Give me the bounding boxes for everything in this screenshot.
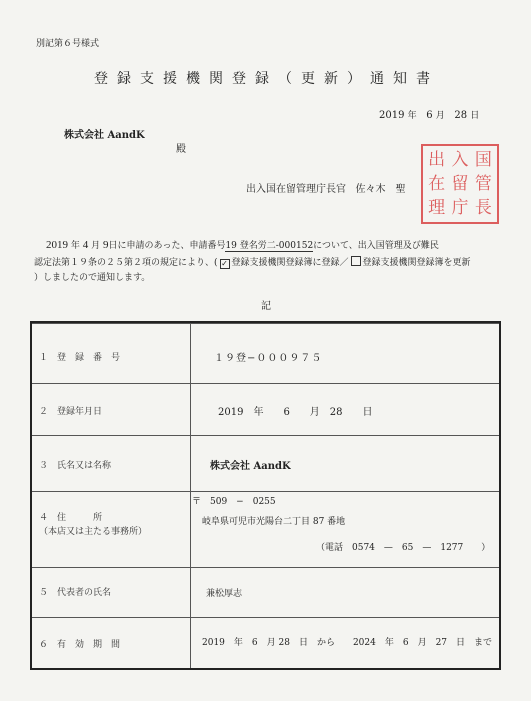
representative-value: 兼松厚志 bbox=[206, 589, 243, 599]
table-row-validity bbox=[32, 617, 499, 671]
form-label: 別記第６号様式 bbox=[36, 39, 100, 49]
issue-date bbox=[379, 108, 479, 121]
body-line-2-prefix: 認定法第１９条の２５第２項の規定により、( bbox=[34, 258, 218, 268]
application-day: 9 bbox=[103, 239, 109, 251]
registration-number-label: １ 登 録 番 号 bbox=[39, 353, 121, 363]
table-row-registration-number bbox=[32, 323, 499, 384]
registration-number-value: １９登−０００９７５ bbox=[214, 353, 323, 364]
official-seal bbox=[421, 144, 499, 224]
register-checkbox bbox=[220, 259, 230, 269]
seal-char: 在 bbox=[428, 174, 446, 194]
seal-char: 管 bbox=[474, 174, 492, 194]
seal-char: 留 bbox=[451, 174, 469, 194]
registration-date-label: ２ 登録年月日 bbox=[39, 407, 103, 417]
table-row-address bbox=[32, 491, 499, 568]
application-month: 4 bbox=[82, 239, 89, 251]
body-text-2: について、出入国管理及び難民 bbox=[313, 241, 439, 251]
details-table bbox=[30, 321, 501, 670]
issuer-line bbox=[246, 180, 406, 195]
issue-year-unit: 年 bbox=[407, 111, 417, 121]
issue-month-unit: 月 bbox=[435, 111, 445, 121]
seal-char: 入 bbox=[451, 150, 469, 170]
issue-month: 6 bbox=[426, 110, 433, 121]
representative-label: ５ 代表者の氏名 bbox=[39, 588, 112, 598]
issue-year: 2019 bbox=[379, 110, 405, 121]
issuer-name: 佐々木 聖 bbox=[355, 184, 406, 195]
validity-label: ６ 有 効 期 間 bbox=[39, 640, 121, 650]
seal-char: 庁 bbox=[451, 198, 469, 218]
recipient-honorific: 殿 bbox=[176, 144, 186, 155]
seal-char: 出 bbox=[428, 150, 446, 170]
table-row-name bbox=[32, 435, 499, 492]
body-year-unit: 年 bbox=[70, 241, 80, 251]
address-label: ４ 住 所 bbox=[39, 513, 103, 523]
recipient-name: 株式会社 AandK bbox=[64, 130, 145, 141]
option-register: 登録支援機関登録簿に登録／ bbox=[231, 258, 349, 268]
body-line-2 bbox=[34, 255, 471, 269]
ki-heading: 記 bbox=[261, 301, 271, 312]
address-value: 岐阜県可児市光陽台二丁目 87 番地 bbox=[202, 517, 346, 527]
body-line-1 bbox=[46, 238, 439, 251]
name-value: 株式会社 AandK bbox=[210, 461, 291, 472]
issuer-title: 出入国在留管理庁長官 bbox=[246, 184, 346, 195]
renew-checkbox bbox=[351, 256, 361, 266]
issue-day-unit: 日 bbox=[470, 111, 480, 121]
address-sublabel: （本店又は主たる事務所） bbox=[39, 527, 148, 537]
body-text-1: 日に申請のあった、申請番号 bbox=[108, 241, 226, 251]
seal-char: 国 bbox=[474, 150, 492, 170]
phone-number: （電話 0574 — 65 — 1277 ） bbox=[316, 543, 491, 553]
seal-char: 長 bbox=[474, 198, 492, 218]
table-row-registration-date bbox=[32, 383, 499, 436]
application-year: 2019 bbox=[46, 239, 68, 251]
option-renew: 登録支援機関登録簿を更新 bbox=[362, 258, 471, 268]
name-label: ３ 氏名又は名称 bbox=[39, 461, 112, 471]
document-title: 登録支援機関登録（更新）通知書 bbox=[94, 71, 439, 87]
body-month-unit: 月 bbox=[91, 241, 101, 251]
body-line-3: ）しましたので通知します。 bbox=[34, 273, 151, 283]
postal-code: 〒 509 − 0255 bbox=[192, 497, 276, 507]
issue-day: 28 bbox=[454, 110, 468, 121]
validity-value: 2019 年 6 月 28 日 から 2024 年 6 月 27 日 まで bbox=[202, 638, 493, 648]
seal-char: 理 bbox=[428, 198, 446, 218]
check-mark-icon: ✓ bbox=[221, 259, 228, 268]
table-row-representative bbox=[32, 567, 499, 618]
application-number: 19 登名労二-000152 bbox=[225, 241, 314, 251]
registration-date-value: 2019 年 6 月 28 日 bbox=[218, 407, 373, 418]
